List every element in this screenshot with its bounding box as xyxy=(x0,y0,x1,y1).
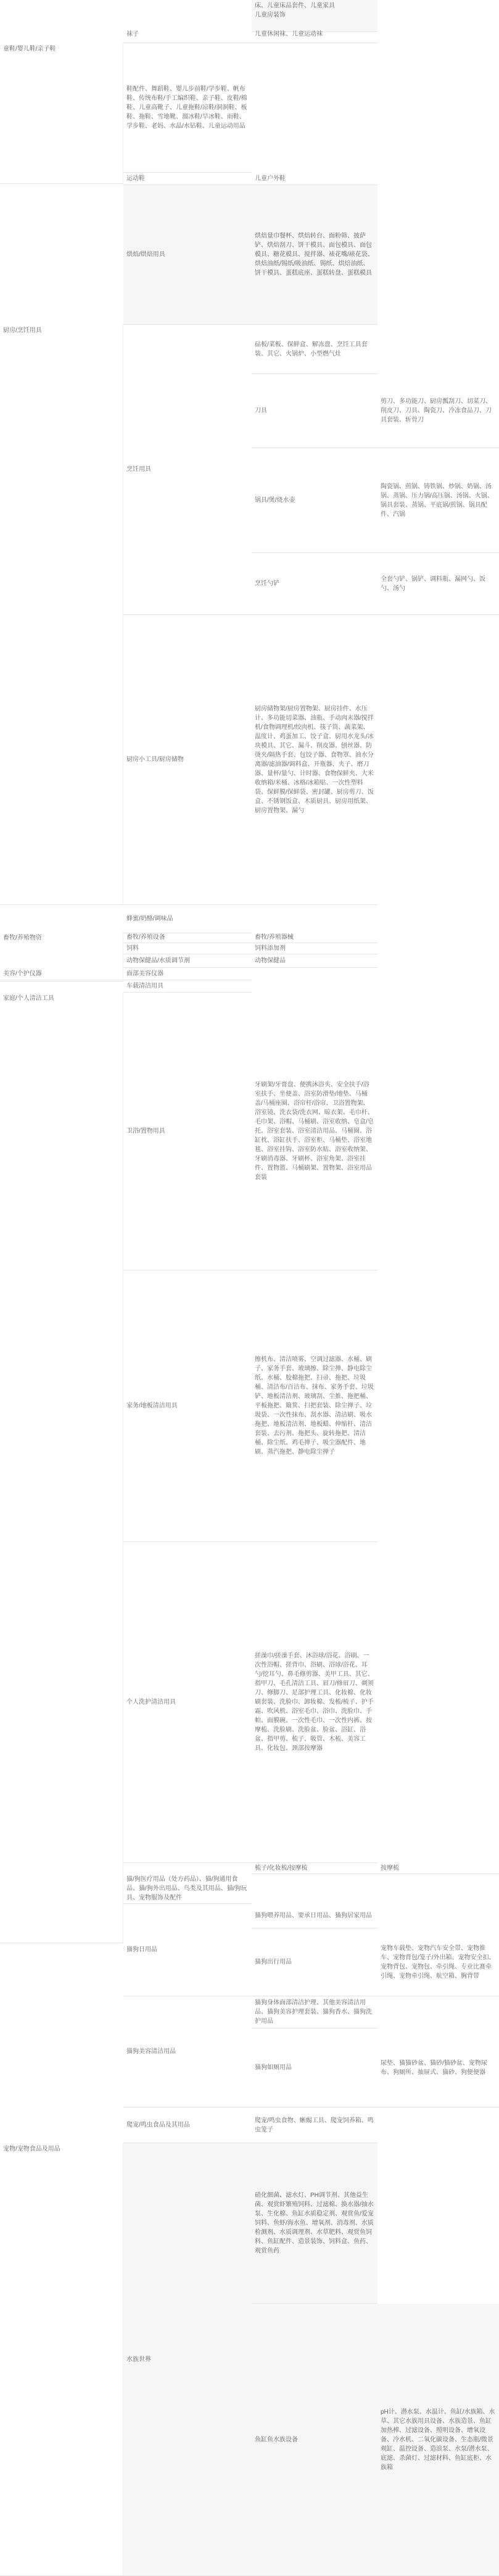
category-cell-level-2: 面部美容仪器 xyxy=(123,968,252,980)
category-cell-level-3: 猫狗身体面部清洁护理、其他美容清洁用品、猫狗美容护理套装、猫狗香水、猫狗洗护用品 xyxy=(252,1996,377,2028)
category-cell-level-2: 运动鞋 xyxy=(123,173,252,185)
category-cell-level-3: 刀具 xyxy=(252,374,377,448)
category-cell-level-4: pH计、潜水泵、水温计、鱼缸/水族箱、水草、其它水族用具设备、水族造景、鱼缸加热棒、过滤设备、照明设备、增氧设备、冷水机、二氧化碳设备、生态瓶/微景观缸、温控设备、造浪泵、水泵/潜水泵、底滤、杀菌灯、过滤材料、鱼缸底柜、水族箱 xyxy=(377,2304,499,2576)
category-cell-level-2: 家务/地板清洁用具 xyxy=(123,1270,252,1542)
category-cell-level-3: 畜牧/养殖器械 xyxy=(252,932,377,943)
category-cell-level-3: 硝化细菌、滤水灯、PH调节剂、其他益生菌、观赏虾繁殖饲料、过滤棉、换水器/抽水泵、生化棉、鱼缸水质稳定剂、观赏鱼/爱宠饲料、鱼虾/海水鱼、增氧剂、消毒剂、水质检测剂、水质调理剂、水草肥料、观赏鱼饲料、鱼缸配件、造景装饰、饲料盒、鱼药、观赏鱼药 xyxy=(252,2143,377,2304)
category-cell-level-3: 鱼缸鱼水族设备 xyxy=(252,2304,377,2576)
category-cell-level-4: 尿垫、猫猫砂盆、猫砂/猫砂盆、宠物尿布、狗厕所、抽屉式、猫砂、狗便便器 xyxy=(377,2028,499,2107)
category-cell-level-2: 烹饪用具 xyxy=(123,325,252,615)
category-cell-level-1: 厨房/烹饪用具 xyxy=(0,325,123,905)
category-cell-level-2: 水族世界 xyxy=(123,2143,252,2576)
category-cell-level-3: 锅具/煲/烧水壶 xyxy=(252,448,377,553)
category-cell-level-3: 烘焙量巾餐杯、烘焙转台、面粉筛、披萨铲、烘焙刮刀、饼干模具、面包模具、面包模具、糖花模具、搅拌器、裱花嘴/裱花袋、烘焙油纸/锡纸/吸油纸、锡纸、烘焙油纸、饼干模具、蛋糕底座、蛋糕转盘、蛋糕模具 xyxy=(252,185,377,325)
category-cell-level-3: 厨房储物架/厨房置物架、厨房挂件、水压计、多功能切菜器、油瓶、手动肉末器/搅拌机/食物调理机/绞肉机、筷子筒、蔬菜架、温度计、鸡蛋加工、饺子盒、厨用水龙头/冰块模具、其它、漏斗、削皮器、刨丝器、防烫夹/隔热手套、包饺子器、食物罩、油水分离器/滤油器/调料盒、开瓶器、夹子、磨刀器、量杯/量勺、计时器、食物保鲜夹、大米收纳箱/米桶、冰格/冰箱贴、一次性塑料袋、保鲜膜/保鲜袋、密封罐、厨房剪刀、饭盒、不锈钢饭盒、木质厨具、厨房用纸架、厨房置物架、漏勺 xyxy=(252,615,377,905)
category-cell-level-3: 牙刷架/牙膏盘、便携沐浴头、安全扶手/浴室扶手、坐便盖、浴室防滑垫/地垫、马桶盖/马桶座圈、浴帘杆/浴帘、卫浴置物架、浴室镜、洗衣袋/洗衣网、晾衣架、毛巾杆、毛巾架、浴帽、马桶刷、浴室收纳、皂盒/皂托、浴室套装、浴室清洁用品、马桶圈、浴缸枕、浴缸扶手、浴室柜、马桶垫、浴室地毯、浴室挂钩、浴室防水贴、浴室收纳架、牙刷消毒器、牙刷杯、浴室角架、浴室挂件、置物篮、马桶刷架、置物架、浴室用品套装 xyxy=(252,993,377,1270)
category-cell-level-1: 家庭/个人清洁工具 xyxy=(0,993,123,1943)
category-cell-level-1: 童鞋/婴儿鞋/亲子鞋 xyxy=(0,43,123,184)
category-cell-level-2: 畜牧/养殖设备 xyxy=(123,932,252,943)
category-cell-level-3: 饲料添加剂 xyxy=(252,943,377,954)
category-cell-level-4: 陶瓷锅、煎锅、铸铁锅、炒锅、奶锅、汤锅、蒸锅、压力锅/高压锅、汤锅、火锅、锅具套装、蒸锅、平底锅/煎锅、锅具配件、汽锅 xyxy=(377,448,499,553)
category-cell-level-2: 爬宠/鸣虫食品及其用品 xyxy=(123,2107,252,2143)
category-cell-level-4: 宠物车载垫、宠物汽车安全带、宠物推车、宠物背包/笼子/外出箱、宠物安全扣、宠物背包、宠物包、牵引绳、专业比赛牵引绳、宠物牵引绳、航空箱、胸背带 xyxy=(377,1928,499,1996)
category-cell-level-4: 按摩梳 xyxy=(377,1863,499,1874)
category-cell-level-2: 猫狗美容清洁用品 xyxy=(123,1996,252,2107)
category-cell-level-2: 动物保健品/水质调节剂 xyxy=(123,954,252,968)
category-cell-level-2: 蜂蜜/奶酪/调味品 xyxy=(123,905,252,933)
category-cell-level-4: 剪刀、多功能刀、厨房瓢刮刀、切菜刀、削皮刀、刀具、陶瓷刀、冷冻食品刀、刀具套装、斩骨刀 xyxy=(377,374,499,448)
category-cell-level-2: 卫浴/置物用具 xyxy=(123,993,252,1270)
category-cell-level-3: 爬宠/鸣虫食物、蜥蜴工具、爬宠饲养箱、鸣虫笼子 xyxy=(252,2107,377,2143)
category-cell-level-2: 个人洗护清洁用具 xyxy=(123,1542,252,1863)
category-cell-level-3: 床、儿童床品套件、儿童家具 儿童房装饰 xyxy=(252,0,377,32)
category-cell-level-3: 儿童户外鞋 xyxy=(252,173,377,185)
category-cell-level-3: 猫狗喂养用品、要承日用品、猫狗居家用品 xyxy=(252,1904,377,1928)
category-cell-level-2: 袜子 xyxy=(123,26,252,43)
category-cell-level-3: 动物保健品 xyxy=(252,954,377,968)
category-cell-level-2: 猫狗日用品 xyxy=(123,1904,252,1996)
category-cell-level-2: 鞋配件、舞蹈鞋、婴儿步前鞋/学步鞋、帆布鞋、传统布鞋/手工编织鞋、亲子鞋、皮鞋/棉鞋、儿童高靴子、儿童拖鞋/凉鞋/洞洞鞋、板鞋、拖鞋、雪地靴、溜冰鞋/旱冰鞋、雨鞋、学步鞋、老妈、水晶/水钻鞋、儿童运动用品 xyxy=(123,43,252,173)
category-cell-level-3: 儿童休闲袜、儿童运动袜 xyxy=(252,26,377,43)
category-cell-level-1: 美容/个护仪器 xyxy=(0,968,123,980)
category-cell-level-3: 猫狗出行用品 xyxy=(252,1928,377,1996)
category-cell-level-2: 车载清洁用具 xyxy=(123,980,252,993)
category-cell-level-2: 猫/狗医疗用品（处方药品）、猫/狗通用食品、猫/狗外出用品、鸟类及其用品、猫/狗玩具、宠物服饰及配件 xyxy=(123,1874,252,1904)
category-cell-level-2: 烘焙/烘焙用具 xyxy=(123,185,252,325)
category-cell-level-2: 厨房小工具/厨房储物 xyxy=(123,615,252,905)
category-cell-level-3: 擦机布、清洁喷雾、空调过滤器、水桶、刷子、家务手套、玻璃擦、除尘掸、静电除尘纸、水桶、胶棉拖把、扫帚、拖把、垃圾桶、清洁布/百洁布、抹布、家务手套、垃圾铲、地板清洁剂、玻璃刮、尘推、拖把桶、平板拖把、簸箕、扫把套装、除尘掸子、垃圾袋、一次性抹布、刮水器、清洁刷、吸水拖把、地板清洁剂、地板蜡、伸缩杆、清洁套装、去污剂、拖把头、旋转拖把、清洁桶、除尘纸、鸡毛掸子、吸尘器配件、地刷、蒸汽拖把、静电除尘掸子 xyxy=(252,1270,377,1542)
category-cell-level-3: 猫狗如厕用品 xyxy=(252,2028,377,2107)
category-cell-level-4: 全套勺铲、锅铲、调料瓶、漏网勺、饭勺、汤勺 xyxy=(377,553,499,615)
category-cell-level-1: 宠物/宠物食品及用品 xyxy=(0,2143,123,2576)
category-cell-level-2: 饲料 xyxy=(123,943,252,954)
category-cell-level-3: 梳子/化妆梳/按摩梳 xyxy=(252,1863,377,1874)
category-cell-level-3: 烹饪勺铲 xyxy=(252,553,377,615)
category-cell-level-3: 砧板/菜板、保鲜盒、解冻盘、烹饪工具套装、其它、火锅炉、小型燃气灶 xyxy=(252,325,377,374)
category-cell-level-3: 搓澡巾/搓澡手套、沐浴球/浴花、浴刷、一次性浴帽、搓背巾、浴刷、浴球/浴花、耳勺/挖耳勺、鼻毛修剪器、美甲工具、其它、指甲刀、毛孔清洁工具、眉刀/修眉刀、剃须刀、修脚刀、足部护理工具、化妆棉、化妆刷套装、洗脸巾、卸妆棉、发梳/梳子、护手霜、吹风机、浴室毛巾、浴巾、洗脸巾、手帕、面膜碗、一次性毛巾、一次性内裤、按摩梳、洗脸刷、洗脸盆、脸盆、浴缸、浴盆、指甲剪、梳子、吸管、木梳、美容工具、化妆包、颈部按摩器 xyxy=(252,1542,377,1863)
category-cell-level-1: 畜牧/养殖物资 xyxy=(0,932,123,982)
